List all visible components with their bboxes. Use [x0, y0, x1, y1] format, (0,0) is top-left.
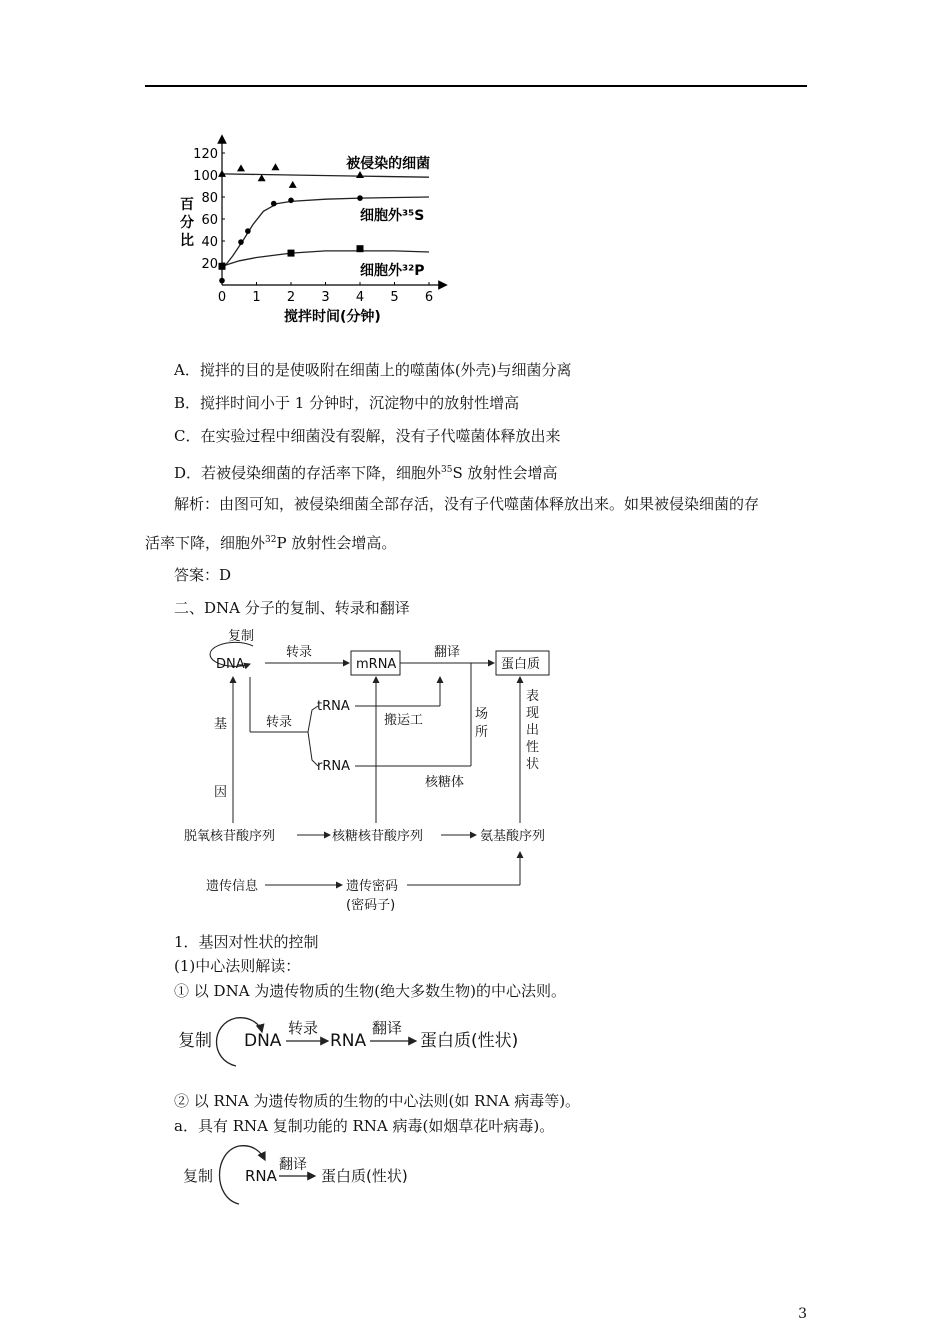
circle-point [357, 195, 363, 201]
y-tick-label: 100 [193, 169, 218, 184]
series-label: 细胞外³⁵S [360, 208, 425, 225]
square-point [288, 250, 295, 257]
label-yin: 因 [214, 785, 228, 800]
option-d: D．若被侵染细菌的存活率下降，细胞外$^{35}$S 放射性会增高 [174, 464, 558, 482]
item-1-title: 1．基因对性状的控制 [174, 933, 319, 951]
label-chang: 场 [475, 707, 489, 722]
answer: 答案：D [174, 566, 232, 584]
label-seq-3: 氨基酸序列 [480, 829, 546, 844]
item-1-c2: ② 以 RNA 为遗传物质的生物的中心法则(如 RNA 病毒等)。 [174, 1092, 581, 1110]
series-label: 被侵染的细菌 [346, 156, 431, 172]
label-xing: 性 [526, 740, 540, 755]
circle-point [271, 201, 277, 207]
d2-fanyi: 翻译 [279, 1157, 307, 1173]
d1-fuzhi: 复制 [178, 1031, 212, 1051]
y-axis-label: 比 [180, 233, 194, 249]
section-2-title: 二、DNA 分子的复制、转录和翻译 [174, 599, 410, 617]
label-ji: 基 [214, 717, 228, 732]
x-tick-label: 2 [286, 290, 296, 305]
d1-rna: RNA [330, 1031, 367, 1051]
option-c: C．在实验过程中细菌没有裂解，没有子代噬菌体释放出来 [174, 427, 561, 445]
label-biao: 表 [526, 689, 540, 704]
analysis-line-1: 解析：由图可知，被侵染细菌全部存活，没有子代噬菌体释放出来。如果被侵染细菌的存 [174, 495, 760, 513]
circle-point [219, 278, 225, 284]
option-b: B．搅拌时间小于 1 分钟时，沉淀物中的放射性增高 [174, 394, 520, 412]
triangle-point [289, 181, 297, 188]
x-tick-label: 4 [355, 290, 365, 305]
d2-fuzhi: 复制 [183, 1167, 214, 1185]
page-number: 3 [798, 1306, 807, 1322]
y-tick-label: 80 [201, 191, 218, 206]
label-xian: 现 [526, 706, 540, 721]
item-1-a: a．具有 RNA 复制功能的 RNA 病毒(如烟草花叶病毒)。 [174, 1117, 555, 1135]
series-label: 细胞外³²P [360, 262, 425, 279]
y-tick-label: 20 [201, 257, 218, 272]
x-tick-label: 5 [390, 290, 399, 305]
option-a: A．搅拌的目的是使吸附在细菌上的噬菌体(外壳)与细菌分离 [174, 361, 572, 379]
d1-zhuanlu: 转录 [288, 1019, 319, 1037]
label-seq-2: 核糖核苷酸序列 [332, 829, 424, 844]
item-1-sub: (1)中心法则解读： [174, 957, 301, 975]
label-suo: 所 [475, 725, 489, 740]
label-dna: DNA [216, 657, 245, 672]
d1-fanyi: 翻译 [372, 1019, 403, 1037]
circle-point [238, 239, 244, 245]
item-1-c1: ① 以 DNA 为遗传物质的生物(绝大多数生物)的中心法则。 [174, 982, 566, 1000]
dna-flow-diagram [170, 620, 590, 920]
central-dogma-rna [175, 1140, 455, 1212]
series-curve [222, 174, 429, 177]
label-code: 遗传密码 [346, 879, 399, 894]
label-zhuang: 状 [526, 757, 540, 772]
y-axis-label: 分 [180, 215, 194, 231]
label-zhuanlu: 转录 [286, 645, 313, 660]
d1-dna: DNA [244, 1031, 282, 1051]
label-protein: 蛋白质 [501, 657, 541, 672]
x-tick-label: 0 [217, 290, 227, 305]
triangle-point [271, 163, 279, 170]
triangle-point [258, 174, 266, 181]
x-tick-label: 3 [321, 290, 330, 305]
triangle-point [356, 171, 364, 178]
y-tick-label: 60 [201, 213, 218, 228]
y-tick-label: 40 [201, 235, 218, 250]
triangle-point [237, 164, 245, 171]
label-codon: (密码子) [346, 898, 396, 913]
analysis-line-2: 活率下降，细胞外$^{32}$P 放射性会增高。 [145, 534, 397, 552]
y-axis-label: 百 [180, 197, 194, 213]
label-fanyi: 翻译 [434, 645, 461, 660]
square-point [357, 245, 364, 252]
label-rrna: rRNA [317, 759, 350, 774]
y-tick-label: 120 [193, 147, 218, 162]
label-seq-1: 脱氧核苷酸序列 [184, 829, 276, 844]
x-tick-label: 6 [424, 290, 434, 305]
label-info: 遗传信息 [206, 879, 259, 894]
d1-result: 蛋白质(性状) [420, 1031, 519, 1051]
header-rule [145, 85, 807, 87]
label-chu: 出 [526, 723, 540, 738]
circle-point [245, 228, 251, 234]
label-banyungong: 搬运工 [384, 713, 424, 728]
d2-result: 蛋白质(性状) [321, 1167, 408, 1185]
infection-chart [170, 125, 470, 335]
label-zhuanlu-2: 转录 [266, 715, 293, 730]
d2-rna: RNA [245, 1167, 277, 1185]
square-point [219, 263, 226, 270]
label-trna: tRNA [317, 699, 350, 714]
x-axis-label: 搅拌时间(分钟) [284, 309, 381, 325]
central-dogma-dna [170, 1008, 530, 1078]
x-tick-label: 1 [252, 290, 261, 305]
label-hetangti: 核糖体 [425, 775, 465, 790]
label-fuzhi: 复制 [228, 629, 255, 644]
circle-point [288, 198, 294, 204]
label-mrna: mRNA [356, 657, 397, 672]
